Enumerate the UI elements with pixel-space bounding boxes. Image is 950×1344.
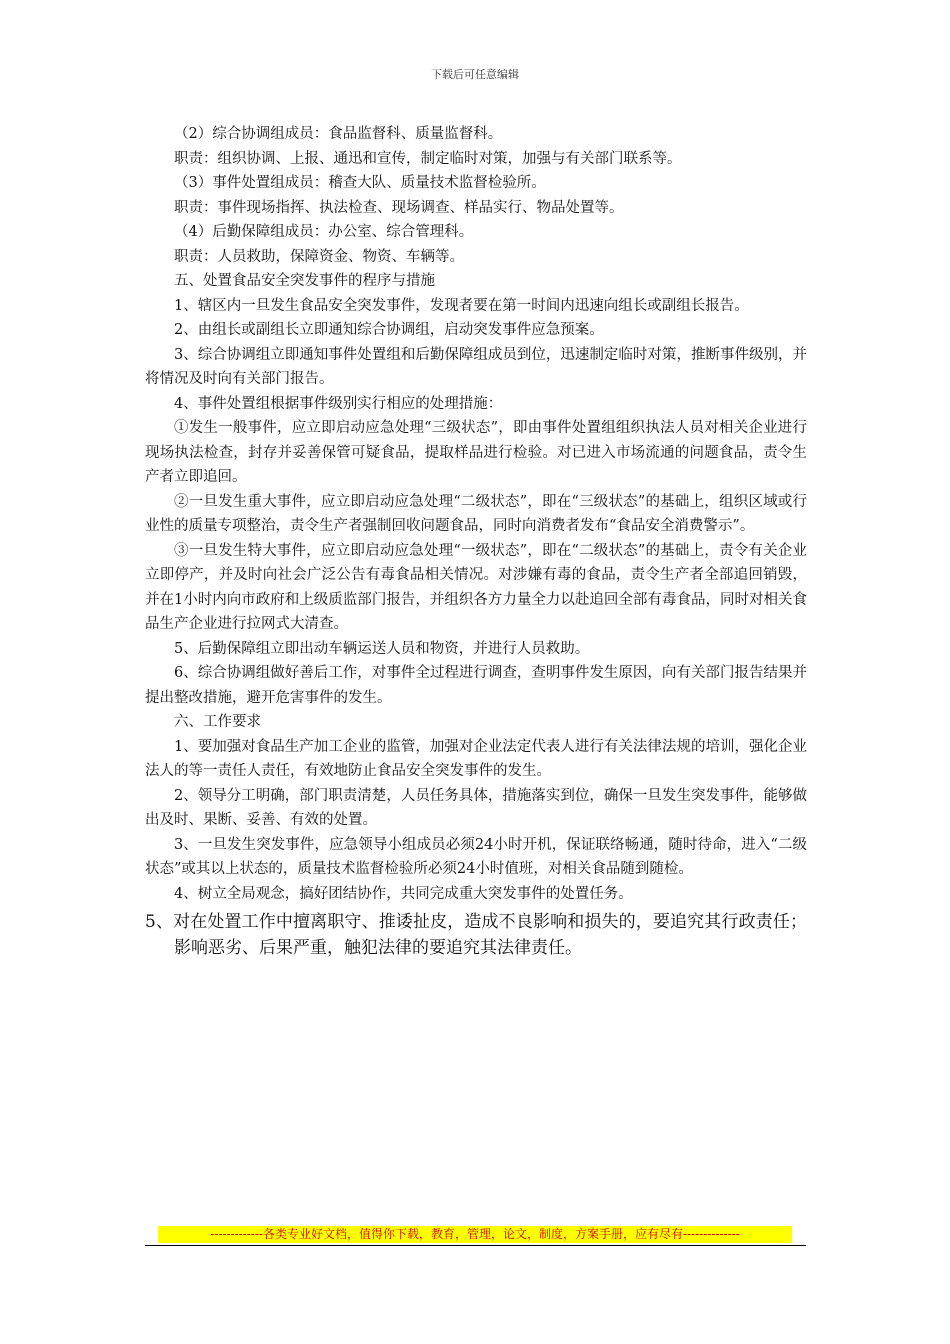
paragraph: 2、由组长或副组长立即通知综合协调组，启动突发事件应急预案。 [174, 322, 604, 338]
paragraph: （2）综合协调组成员：食品监督科、质量监督科。 [174, 126, 503, 142]
paragraph: 4、事件处置组根据事件级别实行相应的处理措施： [174, 395, 503, 412]
paragraph: 1、要加强对食品生产加工企业的监管，加强对企业法定代表人进行有关法律法规的培训，强化企业法人的等一责任人责任，有效地防止食品安全突发事件的发生。 [145, 738, 807, 779]
final-paragraph-number: 5、 [145, 912, 174, 932]
paragraph: ②一旦发生重大事件，应立即启动应急处理“二级状态”，即在“三级状态”的基础上，组织区域或行业性的质量专项整治，责令生产者强制回收问题食品，同时向消费者发布“食品安全消费警示”。 [145, 493, 807, 534]
paragraph: ③一旦发生特大事件，应立即启动应急处理“一级状态”，即在“二级状态”的基础上，责令有关企业立即停产，并及时向社会广泛公告有毒食品相关情况。对涉嫌有毒的食品，责令生产者全部追回销毁，并在1小时内向市政府和上级质监部门报告，并组织各方力量全力以赴追回全部有毒食品，同时对相关食品生产企业进行拉网式大清查。 [145, 542, 807, 632]
paragraph: 4、树立全局观念，搞好团结协作，共同完成重大突发事件的处置任务。 [174, 885, 633, 902]
paragraph: 6、综合协调组做好善后工作，对事件全过程进行调查，查明事件发生原因，向有关部门报告结果并提出整改措施，避开危害事件的发生。 [145, 665, 807, 706]
paragraph: 职责：事件现场指挥、执法检查、现场调查、样品实行、物品处置等。 [174, 199, 624, 216]
final-paragraph-text: 对在处置工作中擅离职守、推诿扯皮，造成不良影响和损失的，要追究其行政责任；影响恶劣、后果严重，触犯法律的要追究其法律责任。 [173, 912, 807, 958]
section-heading: 五、处置食品安全突发事件的程序与措施 [174, 273, 435, 289]
paragraph: 职责：人员救助，保障资金、物资、车辆等。 [174, 248, 464, 265]
footer-divider [145, 1245, 806, 1246]
footer-banner: -------------各类专业好文档，值得你下载，教育，管理，论文，制度，方案手册，应有尽有-------------- [158, 1226, 792, 1243]
paragraph: 3、综合协调组立即通知事件处置组和后勤保障组成员到位，迅速制定临时对策，推断事件级别，并将情况及时向有关部门报告。 [145, 346, 807, 387]
paragraph: 1、辖区内一旦发生食品安全突发事件，发现者要在第一时间内迅速向组长或副组长报告。 [174, 297, 749, 314]
section-heading: 六、工作要求 [174, 714, 261, 730]
paragraph: （4）后勤保障组成员：办公室、综合管理科。 [174, 224, 474, 240]
final-paragraph [145, 909, 807, 961]
page-header: 下载后可任意编辑 [431, 68, 519, 81]
document-body [145, 122, 807, 961]
paragraph: ①发生一般事件，应立即启动应急处理“三级状态”，即由事件处置组组织执法人员对相关企业进行现场执法检查，封存并妥善保管可疑食品，提取样品进行检验。对已进入市场流通的问题食品，责令生产者立即追回。 [145, 420, 807, 485]
paragraph: （3）事件处置组成员：稽查大队、质量技术监督检验所。 [174, 175, 546, 191]
paragraph: 5、后勤保障组立即出动车辆运送人员和物资，并进行人员救助。 [174, 640, 590, 657]
paragraph: 3、一旦发生突发事件，应急领导小组成员必须24小时开机，保证联络畅通，随时待命，进入“二级状态”或其以上状态的，质量技术监督检验所必须24小时值班，对相关食品随到随检。 [145, 836, 807, 877]
paragraph: 职责：组织协调、上报、通迅和宣传，制定临时对策，加强与有关部门联系等。 [174, 150, 682, 167]
paragraph: 2、领导分工明确，部门职责清楚，人员任务具体，措施落实到位，确保一旦发生突发事件，能够做出及时、果断、妥善、有效的处置。 [145, 787, 807, 828]
